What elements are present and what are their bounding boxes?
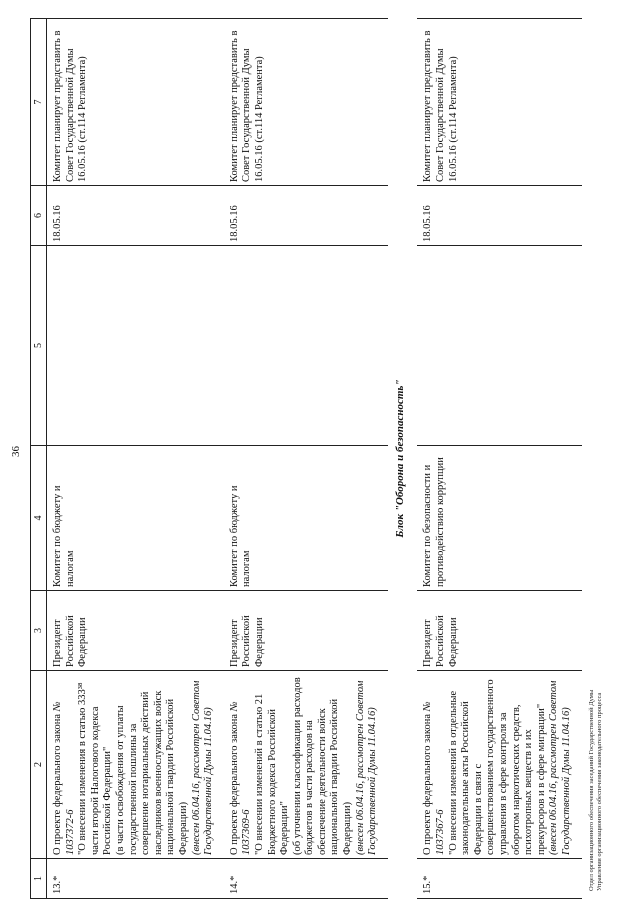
date-cell: 18.05.16	[47, 186, 224, 246]
agenda-table	[30, 18, 582, 899]
plan-cell: Комитет планирует представить в Совет Государственной Думы 16.05.16 (ст.114 Регламента)	[47, 19, 224, 186]
project-submitted: (внесен 06.04.16, рассмотрен Советом Государственной Думы 11.04.16)	[190, 680, 215, 855]
footer-line: Управления организационного обеспечения законодательного процесса	[596, 692, 604, 891]
column-header: 1	[31, 859, 47, 899]
project-note: (в части освобождения от уплаты государственной пошлины за совершение нотариальных действий наследников военнослужащих войск национальной гвардии Российской Федерации)	[114, 690, 189, 855]
row-number: 15.*	[417, 859, 581, 899]
column-header: 4	[31, 446, 47, 591]
project-title: "О внесении изменения в статью 333³⁸ части второй Налогового кодекса Российской Федерации"	[77, 682, 114, 855]
row-number: 13.*	[47, 859, 224, 899]
project-label: О проекте федерального закона	[52, 713, 63, 855]
col5-cell	[417, 246, 581, 446]
project-number: № 1037372-6	[52, 701, 76, 855]
project-submitted: (внесен 06.04.16, рассмотрен Советом Государственной Думы 11.04.16)	[354, 680, 379, 855]
project-note: (об уточнении классификации расходов бюджетов в части расходов на обеспечение деятельности войск национальной гвардии Российской Федерации)	[291, 677, 354, 855]
project-number: № 1037367-6	[422, 701, 447, 855]
initiator-cell: Президент Российской Федерации	[417, 591, 581, 671]
project-submitted: (внесен 06.04.16, рассмотрен Советом Государственной Думы 11.04.16)	[548, 680, 572, 855]
project-label: О проекте федерального закона	[422, 713, 434, 855]
column-header: 2	[31, 671, 47, 859]
table-row	[224, 19, 388, 899]
initiator-cell: Президент Российской Федерации	[224, 591, 388, 671]
project-heading	[229, 674, 254, 855]
project-cell	[47, 671, 224, 859]
column-header-row	[31, 19, 47, 899]
project-number: № 1037369-6	[228, 701, 253, 855]
footer	[588, 690, 604, 891]
column-header: 5	[31, 246, 47, 446]
plan-cell: Комитет планирует представить в Совет Государственной Думы 16.05.16 (ст.114 Регламента)	[224, 19, 388, 186]
project-cell	[224, 671, 388, 859]
project-label: О проекте федерального закона	[228, 713, 240, 855]
date-cell: 18.05.16	[224, 186, 388, 246]
table-row	[47, 19, 224, 899]
block-row	[388, 19, 418, 899]
project-cell	[417, 671, 581, 859]
committee-cell: Комитет по бюджету и налогам	[224, 446, 388, 591]
row-number: 14.*	[224, 859, 388, 899]
initiator-cell: Президент Российской Федерации	[47, 591, 224, 671]
project-heading	[52, 674, 77, 855]
plan-cell: Комитет планирует представить в Совет Государственной Думы 16.05.16 (ст.114 Регламента)	[417, 19, 581, 186]
col5-cell	[224, 246, 388, 446]
page-number: 36	[10, 446, 22, 457]
project-title: "О внесении изменений в отдельные законодательные акты Российской Федерации в связи с совершенствованием государственного управления в сфере контроля за оборотом наркотических средств, психотропных веществ и их прекурсоров и в сфере миграции"	[447, 679, 547, 855]
block-title: Блок "Оборона и безопасность"	[393, 379, 406, 538]
column-header: 3	[31, 591, 47, 671]
block-cell	[388, 19, 418, 899]
committee-cell: Комитет по безопасности и противодействию коррупции	[417, 446, 581, 591]
date-cell: 18.05.16	[417, 186, 581, 246]
project-title: "О внесении изменений в статью 21 Бюджетного кодекса Российской Федерации"	[253, 693, 291, 855]
table-row	[417, 19, 581, 899]
column-header: 7	[31, 19, 47, 186]
footer-line: Отдел организационного обеспечения заседаний Государственной Думы	[588, 689, 595, 891]
committee-cell: Комитет по бюджету и налогам	[47, 446, 224, 591]
col5-cell	[47, 246, 224, 446]
column-header: 6	[31, 186, 47, 246]
project-heading	[422, 674, 447, 855]
